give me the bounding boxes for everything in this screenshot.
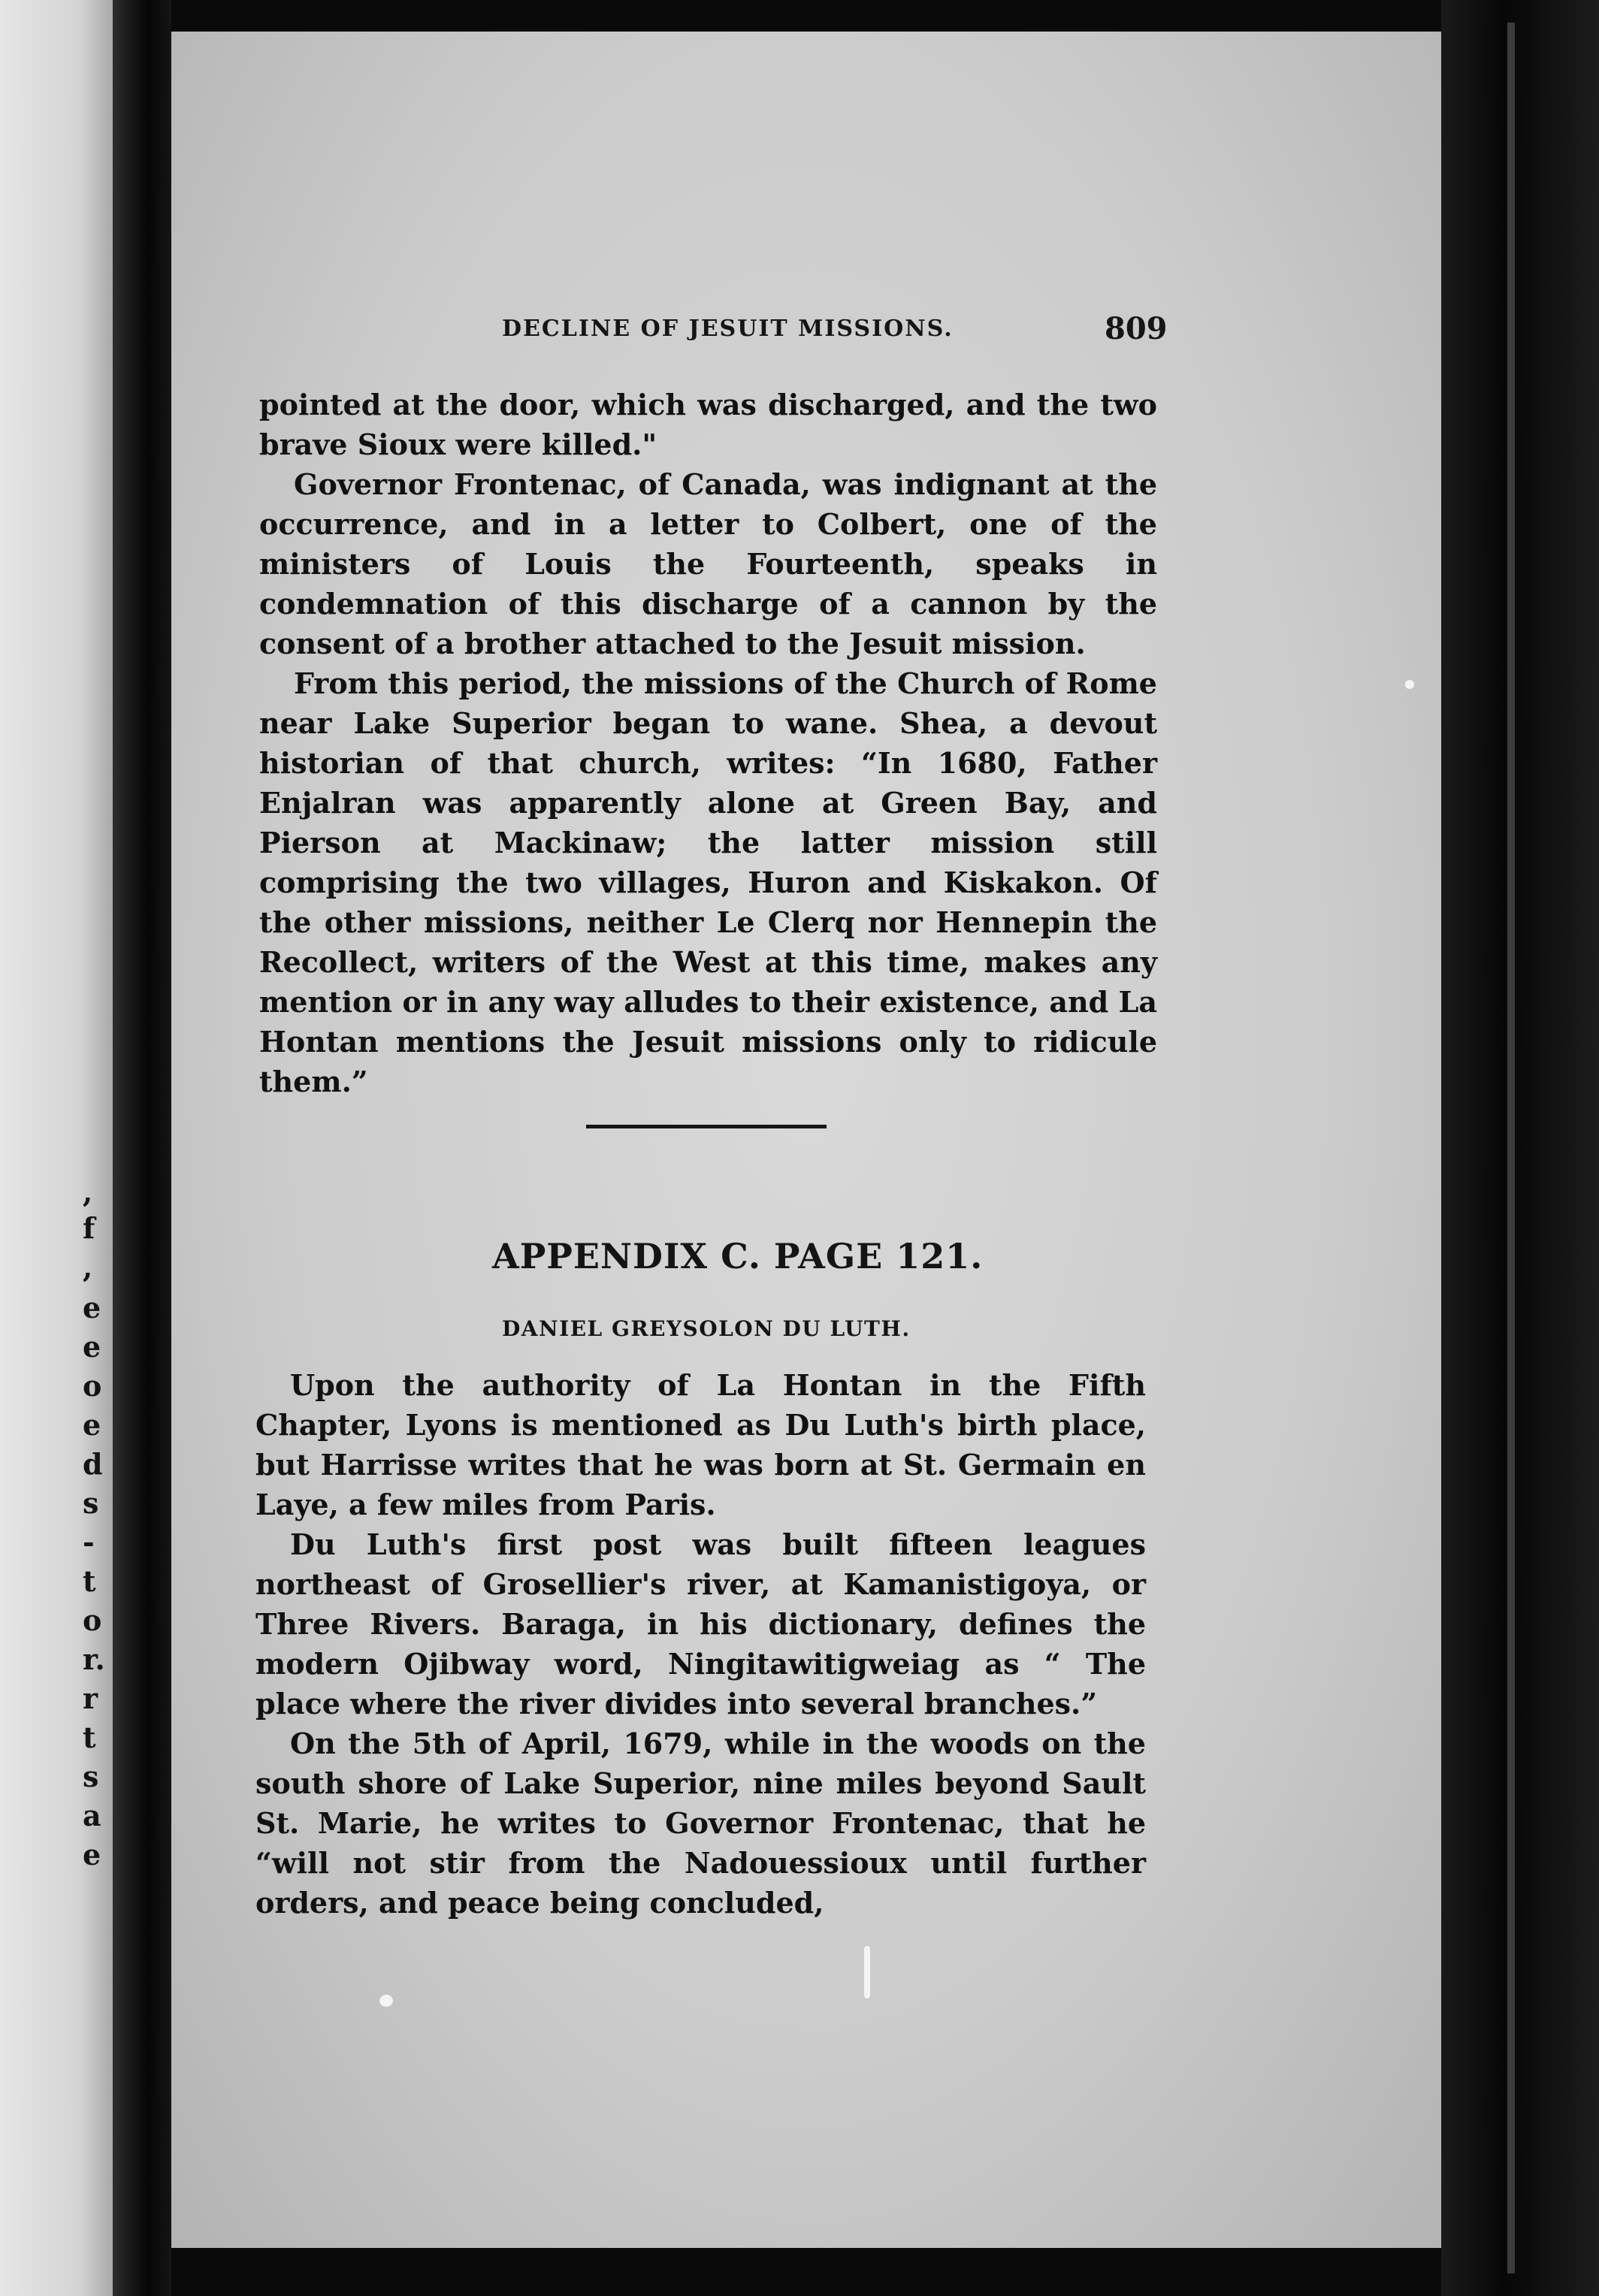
left-page-fragment: , [83,1175,93,1209]
left-page-fragment: f [83,1211,95,1245]
left-page-fragment: e [83,1291,101,1325]
body-text-section-1 [259,385,1157,1101]
scan-speck [379,1995,393,2007]
page-number: 809 [1105,311,1168,346]
left-page-fragment: d [83,1447,103,1481]
left-page-fragment: - [83,1525,95,1559]
left-page-fragment: t [83,1564,96,1598]
scan-edge-strip [1507,23,1515,2273]
left-page-fragment: e [83,1838,101,1872]
left-page-fragment: o [83,1369,102,1403]
scan-right-edge [1441,0,1599,2296]
left-page-fragment: e [83,1408,101,1442]
left-page-edge [0,0,113,2296]
running-head: DECLINE OF JESUIT MISSIONS. [502,316,954,342]
paragraph: Upon the authority of La Hontan in the Fifth Chapter, Lyons is mentioned as Du Luth's birth place, but Harrisse writes that he was born at St. Germain en Laye, a few miles from Paris. [255,1368,1146,1521]
left-page-fragment: r [83,1681,98,1715]
paragraph: Du Luth's first post was built fifteen leagues northeast of Grosellier's river, at Kamanistigoya, or Three Rivers. Baraga, in his dictionary, defines the modern Ojibway word, Ningitawitigweiag as “ The place where the river divides into several branches.” [255,1527,1146,1720]
paragraph: pointed at the door, which was discharged, and the two brave Sioux were killed." [259,388,1157,461]
left-page-fragment: t [83,1720,96,1754]
paragraph: From this period, the missions of the Church of Rome near Lake Superior began to wane. Shea, a devout historian of that church, writes: “In 1680, Father Enjalran was apparently alone at Green Bay, and Pierson at Mackinaw; the latter mission still comprising the two villages, Huron and Kiskakon. Of the other missions, neither Le Clerq nor Hennepin the Recollect, writers of the West at this time, makes any mention or in any way alludes to their existence, and La Hontan mentions the Jesuit missions only to ridicule them.” [259,666,1157,1098]
left-page-fragment: s [83,1486,99,1520]
left-page-fragment: r. [83,1642,105,1676]
left-page-fragment: , [83,1250,93,1284]
appendix-subheading: DANIEL GREYSOLON DU LUTH. [502,1316,911,1341]
left-page-fragment: s [83,1760,99,1793]
left-page-fragment: o [83,1603,102,1637]
binding-gutter [113,0,171,2296]
paragraph: Governor Frontenac, of Canada, was indignant at the occurrence, and in a letter to Colbert, one of the ministers of Louis the Fourteenth, speaks in condemnation of this discharge of a cannon by the consent of a brother attached to the Jesuit mission. [259,467,1157,660]
left-page-fragment: e [83,1330,101,1364]
left-page-fragment: a [83,1799,101,1832]
scan-speck [1405,680,1414,689]
section-divider [586,1125,827,1128]
paragraph: On the 5th of April, 1679, while in the woods on the south shore of Lake Superior, nine miles beyond Sault St. Marie, he writes to Governor Frontenac, that he “will not stir from the Nadouessioux until further orders, and peace being concluded, [255,1727,1146,1920]
scan-speck [864,1946,870,1998]
appendix-heading: APPENDIX C. PAGE 121. [492,1236,984,1276]
body-text-section-2 [255,1365,1146,1923]
